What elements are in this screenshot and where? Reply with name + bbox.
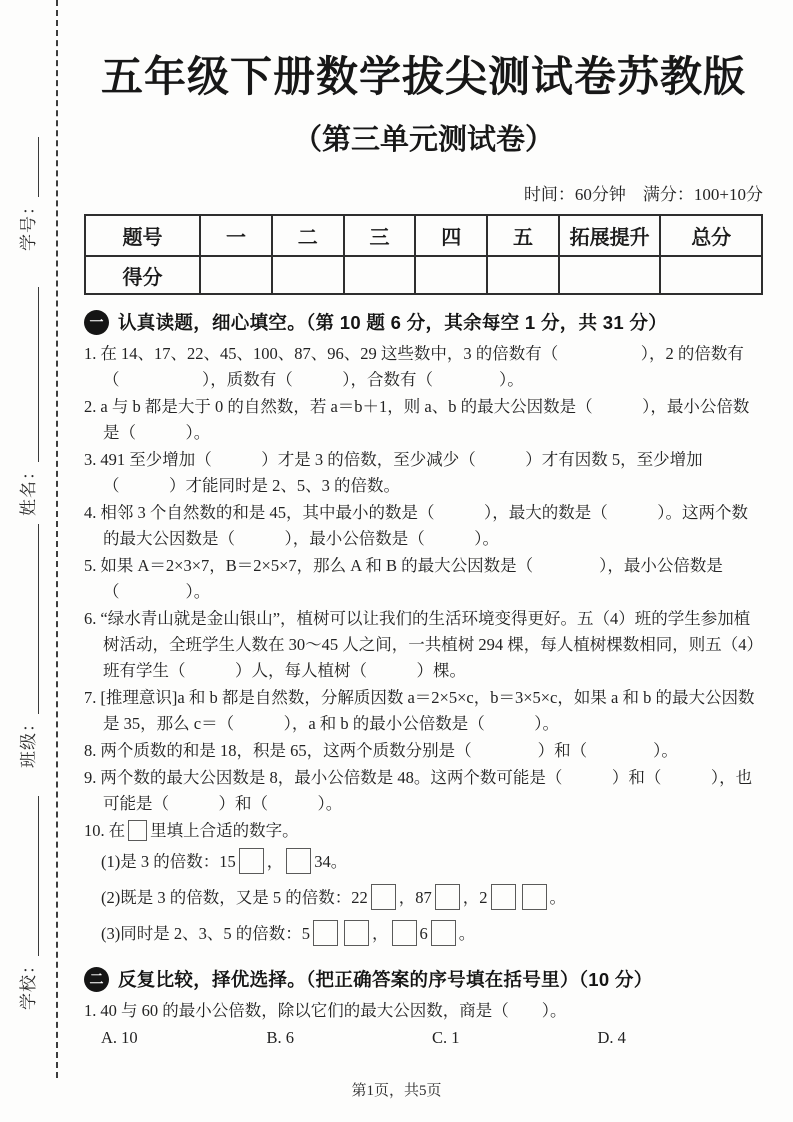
question-number: 1. bbox=[84, 1001, 97, 1020]
exam-time-score-meta: 时间：60分钟 满分：100+10分 bbox=[523, 185, 763, 204]
question-number: 3. bbox=[84, 450, 97, 469]
question-number: 6. bbox=[84, 609, 97, 628]
score-label-cell: 得分 bbox=[85, 256, 200, 294]
score-table-header-cell: 拓展提升 bbox=[559, 215, 661, 256]
seal-blank-line bbox=[38, 524, 39, 714]
choice-option: A. 10 bbox=[101, 1028, 138, 1047]
seal-blank-line bbox=[38, 137, 39, 197]
answer-box bbox=[431, 920, 456, 946]
score-table-header-cell: 四 bbox=[415, 215, 487, 256]
score-table-header-cell: 三 bbox=[344, 215, 416, 256]
score-empty-cell bbox=[415, 256, 487, 294]
question-item: 5. 如果 A＝2×3×7，B＝2×5×7，那么 A 和 B 的最大公因数是（ ），最小公倍数是（ ）。 bbox=[84, 556, 723, 601]
perforation-dashed-line bbox=[56, 0, 58, 1078]
question-number: 9. bbox=[84, 768, 97, 787]
answer-box bbox=[371, 884, 396, 910]
answer-box bbox=[286, 848, 311, 874]
score-table-score-row bbox=[85, 256, 762, 294]
answer-box bbox=[491, 884, 516, 910]
question-item: 1. 40 与 60 的最小公倍数，除以它们的最大公因数，商是（ ）。 bbox=[84, 1001, 567, 1020]
seal-labels-row bbox=[0, 0, 52, 1122]
choice-option: D. 4 bbox=[597, 1028, 626, 1047]
answer-box bbox=[392, 920, 417, 946]
seal-strip bbox=[0, 0, 52, 1122]
question-number: 7. bbox=[84, 688, 97, 707]
seal-blank-line bbox=[38, 796, 39, 956]
score-empty-cell bbox=[660, 256, 762, 294]
exam-content bbox=[84, 0, 763, 1051]
score-table-header-cell: 题号 bbox=[85, 215, 200, 256]
question-number: 8. bbox=[84, 741, 97, 760]
score-table-header-cell: 一 bbox=[200, 215, 272, 256]
answer-box bbox=[239, 848, 264, 874]
section-header bbox=[84, 309, 763, 335]
score-empty-cell bbox=[559, 256, 661, 294]
question-item: 4. 相邻 3 个自然数的和是 45，其中最小的数是（ ），最大的数是（ ）。这两个数的最大公因数是（ ），最小公倍数是（ ）。 bbox=[84, 503, 748, 548]
seal-label: 学校： bbox=[18, 956, 38, 1010]
question-number: 4. bbox=[84, 503, 97, 522]
score-empty-cell bbox=[200, 256, 272, 294]
question-number: 1. bbox=[84, 344, 97, 363]
question-item: 10. 在 里填上合适的数字。 bbox=[84, 821, 299, 840]
answer-box bbox=[313, 920, 338, 946]
score-empty-cell bbox=[344, 256, 416, 294]
seal-label: 学号： bbox=[18, 197, 38, 251]
question-sub-item: (3)同时是 2、3、5 的倍数：5 ， 6 。 bbox=[101, 916, 763, 952]
answer-box bbox=[435, 884, 460, 910]
question-number: 2. bbox=[84, 397, 97, 416]
seal-label: 班级： bbox=[18, 714, 38, 768]
question-item: 8. 两个质数的和是 18，积是 65，这两个质数分别是（ ）和（ ）。 bbox=[84, 741, 678, 760]
answer-box bbox=[128, 820, 147, 841]
page-title: 五年级下册数学拔尖测试卷苏教版 bbox=[100, 55, 746, 101]
choice-options-row bbox=[101, 1024, 763, 1051]
score-empty-cell bbox=[487, 256, 559, 294]
section-number-badge: 二 bbox=[84, 967, 109, 992]
section-title: 认真读题，细心填空。（第 10 题 6 分，其余每空 1 分，共 31 分） bbox=[118, 312, 668, 333]
question-item: 3. 491 至少增加（ ）才是 3 的倍数，至少减少（ ）才有因数 5，至少增加（ ）才能同时是 2、5、3 的倍数。 bbox=[84, 450, 703, 495]
answer-box bbox=[344, 920, 369, 946]
page-footer: 第1页，共5页 bbox=[351, 1083, 442, 1099]
score-table bbox=[84, 214, 763, 295]
question-item: 9. 两个数的最大公因数是 8，最小公倍数是 48。这两个数可能是（ ）和（ ），也可能是（ ）和（ ）。 bbox=[84, 768, 753, 813]
answer-box bbox=[522, 884, 547, 910]
seal-label: 姓名： bbox=[18, 462, 38, 516]
question-sub-item: (2)既是 3 的倍数，又是 5 的倍数：22 ，87 ，2 。 bbox=[101, 880, 763, 916]
question-item: 6. “绿水青山就是金山银山”，植树可以让我们的生活环境变得更好。五（4）班的学生参加植树活动，全班学生人数在 30～45 人之间，一共植树 294 棵，每人植树棵数相同，则五（4）班有学生（ ）人，每人植树（ ）棵。 bbox=[84, 609, 763, 680]
question-sections bbox=[84, 309, 763, 1051]
seal-blank-line bbox=[38, 287, 39, 462]
section-header bbox=[84, 966, 763, 992]
score-table-header-cell: 总分 bbox=[660, 215, 762, 256]
section-title: 反复比较，择优选择。（把正确答案的序号填在括号里）（10 分） bbox=[118, 969, 653, 990]
score-table-header-cell: 五 bbox=[487, 215, 559, 256]
question-list bbox=[84, 341, 763, 952]
choice-option: C. 1 bbox=[432, 1028, 460, 1047]
score-table-header-row bbox=[85, 215, 762, 256]
question-item: 1. 在 14、17、22、45、100、87、96、29 这些数中，3 的倍数有（ ），2 的倍数有（ ），质数有（ ），合数有（ ）。 bbox=[84, 344, 744, 389]
question-list bbox=[84, 998, 763, 1051]
question-number: 10. bbox=[84, 821, 105, 840]
question-item: 7. [推理意识]a 和 b 都是自然数，分解质因数 a＝2×5×c，b＝3×5×c，如果 a 和 b 的最大公因数是 35，那么 c＝（ ），a 和 b 的最小公倍数是（ ）。 bbox=[84, 688, 755, 733]
score-table-header-cell: 二 bbox=[272, 215, 344, 256]
question-sub-item: (1)是 3 的倍数：15 ， 34。 bbox=[101, 844, 763, 880]
question-number: 5. bbox=[84, 556, 97, 575]
section-number-badge: 一 bbox=[84, 310, 109, 335]
page-subtitle: （第三单元测试卷） bbox=[292, 124, 554, 156]
score-empty-cell bbox=[272, 256, 344, 294]
choice-option: B. 6 bbox=[266, 1028, 295, 1047]
question-item: 2. a 与 b 都是大于 0 的自然数，若 a＝b＋1，则 a、b 的最大公因数是（ ），最小公倍数是（ ）。 bbox=[84, 397, 750, 442]
